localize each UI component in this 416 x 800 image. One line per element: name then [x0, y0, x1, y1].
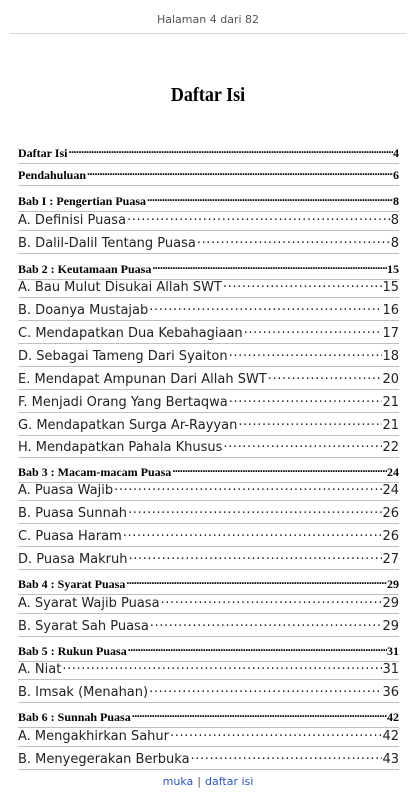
dot-leader	[222, 278, 383, 291]
toc-page-number: 15	[387, 261, 399, 276]
dot-leader	[190, 750, 383, 763]
dot-leader	[146, 192, 393, 205]
toc-section-row[interactable]	[18, 438, 399, 458]
toc-entry-label: C. Mendapatkan Dua Kebahagiaan	[18, 326, 243, 341]
toc-section-row[interactable]	[18, 278, 399, 298]
page-header: Halaman 4 dari 82	[156, 13, 260, 26]
toc-section-row[interactable]	[18, 393, 399, 413]
toc-entry-label: B. Dalil-Dalil Tentang Puasa	[18, 236, 196, 251]
toc-page-number: 29	[382, 619, 399, 634]
dot-leader	[126, 211, 391, 224]
toc-entry-label: F. Menjadi Orang Yang Bertaqwa	[18, 395, 228, 410]
toc-page-number: 16	[382, 303, 399, 318]
toc-chapter-row[interactable]	[18, 575, 399, 595]
toc-page-number: 24	[382, 483, 399, 498]
toc-section-row[interactable]	[18, 347, 399, 367]
toc-page-number: 8	[390, 236, 399, 251]
dot-leader	[127, 642, 387, 655]
toc-page-number: 21	[382, 395, 399, 410]
dot-leader	[86, 166, 393, 179]
toc-entry-label: A. Puasa Wajib	[18, 483, 114, 498]
toc-entry-label: D. Sebagai Tameng Dari Syaiton	[18, 349, 228, 364]
toc-section-row[interactable]	[18, 594, 399, 614]
toc-entry-label: B. Syarat Sah Puasa	[18, 619, 149, 634]
toc-page-number: 8	[393, 193, 399, 208]
dot-leader	[148, 301, 382, 314]
dot-leader	[151, 260, 387, 273]
toc-section-row[interactable]	[18, 683, 399, 703]
toc-page-number: 36	[382, 685, 399, 700]
toc-entry-label: H. Mendapatkan Pahala Khusus	[18, 440, 223, 455]
dot-leader	[196, 234, 391, 247]
toc-page-number: 42	[382, 729, 399, 744]
toc-entry-label: B. Menyegerakan Berbuka	[18, 752, 190, 767]
dot-leader	[222, 438, 382, 451]
toc-entry-label: D. Puasa Makruh	[18, 552, 128, 567]
toc-entry-label: A. Mengakhirkan Sahur	[18, 729, 170, 744]
toc-entry-label: G. Mendapatkan Surga Ar-Rayyan	[18, 418, 238, 433]
dot-leader	[127, 504, 382, 517]
dot-leader	[228, 393, 383, 406]
dot-leader	[160, 594, 383, 607]
toc-section-row[interactable]	[18, 550, 399, 570]
dot-leader	[67, 144, 393, 157]
toc-page-number: 20	[382, 372, 399, 387]
toc-entry-label: Bab 3 : Macam-macam Puasa	[18, 464, 172, 479]
toc-page-number: 29	[387, 576, 399, 591]
toc-page-number: 6	[393, 167, 399, 182]
dot-leader	[148, 683, 382, 696]
dot-leader	[128, 550, 383, 563]
footer-separator: |	[197, 775, 201, 788]
toc-page-number: 26	[382, 506, 399, 521]
dot-leader	[237, 416, 382, 429]
toc-chapter-row[interactable]	[18, 192, 399, 212]
toc-section-row[interactable]	[18, 324, 399, 344]
toc-entry-label: Bab 4 : Syarat Puasa	[18, 576, 126, 591]
toc-chapter-row[interactable]	[18, 708, 399, 728]
toc-section-row[interactable]	[18, 527, 399, 547]
toc-entry-label: B. Puasa Sunnah	[18, 506, 128, 521]
dot-leader	[169, 727, 382, 740]
toc-entry-label: B. Imsak (Menahan)	[18, 685, 149, 700]
toc-entry-label: A. Niat	[18, 662, 62, 677]
toc-chapter-row[interactable]	[18, 144, 399, 164]
toc-link[interactable]: daftar isi	[205, 775, 254, 788]
toc-page-number: 18	[382, 349, 399, 364]
toc-entry-label: Bab 2 : Keutamaan Puasa	[18, 261, 152, 276]
toc-section-row[interactable]	[18, 370, 399, 390]
dot-leader	[267, 370, 383, 383]
document-title: Daftar Isi	[170, 84, 246, 106]
toc-page-number: 31	[382, 662, 399, 677]
toc-entry-label: Bab I : Pengertian Puasa	[18, 193, 147, 208]
toc-section-row[interactable]	[18, 504, 399, 524]
toc-page-number: 26	[382, 529, 399, 544]
toc-page-number: 17	[382, 326, 399, 341]
toc-section-row[interactable]	[18, 481, 399, 501]
toc-page-number: 4	[393, 145, 399, 160]
dot-leader	[122, 527, 383, 540]
home-link[interactable]: muka	[162, 775, 194, 788]
toc-chapter-row[interactable]	[18, 642, 399, 662]
toc-chapter-row[interactable]	[18, 166, 399, 186]
toc-section-row[interactable]	[18, 211, 399, 231]
toc-page-number: 42	[387, 709, 399, 724]
dot-leader	[243, 324, 383, 337]
toc-entry-label: A. Bau Mulut Disukai Allah SWT	[18, 280, 222, 295]
dot-leader	[113, 481, 382, 494]
toc-entry-label: B. Doanya Mustajab	[18, 303, 149, 318]
toc-entry-label: A. Definisi Puasa	[18, 213, 127, 228]
header-divider	[10, 33, 406, 34]
toc-entry-label: Bab 5 : Rukun Puasa	[18, 643, 127, 658]
toc-section-row[interactable]	[18, 301, 399, 321]
toc-entry-label: Bab 6 : Sunnah Puasa	[18, 709, 131, 724]
toc-page-number: 8	[390, 213, 399, 228]
toc-page-number: 24	[387, 464, 399, 479]
toc-page-number: 21	[382, 418, 399, 433]
toc-page-number: 43	[382, 752, 399, 767]
toc-entry-label: E. Mendapat Ampunan Dari Allah SWT	[18, 372, 267, 387]
toc-section-row[interactable]	[18, 727, 399, 747]
page-footer	[0, 775, 416, 788]
dot-leader	[131, 708, 387, 721]
toc-entry-label: Pendahuluan	[18, 167, 87, 182]
toc-entry-label: A. Syarat Wajib Puasa	[18, 596, 160, 611]
toc-chapter-row[interactable]	[18, 260, 399, 280]
dot-leader	[125, 575, 387, 588]
toc-page-number: 22	[382, 440, 399, 455]
toc-entry-label: C. Puasa Haram	[18, 529, 122, 544]
dot-leader	[149, 617, 383, 630]
toc-page-number: 29	[382, 596, 399, 611]
toc-page-number: 27	[382, 552, 399, 567]
toc-section-row[interactable]	[18, 617, 399, 637]
dot-leader	[61, 660, 382, 673]
dot-leader	[228, 347, 383, 360]
toc-page-number: 31	[387, 643, 399, 658]
toc-chapter-row[interactable]	[18, 463, 399, 483]
toc-section-row[interactable]	[18, 750, 399, 770]
toc-section-row[interactable]	[18, 416, 399, 436]
toc-entry-label: Daftar Isi	[18, 145, 68, 160]
dot-leader	[171, 463, 387, 476]
toc-section-row[interactable]	[18, 234, 399, 254]
toc-page-number: 15	[382, 280, 399, 295]
toc-section-row[interactable]	[18, 660, 399, 680]
